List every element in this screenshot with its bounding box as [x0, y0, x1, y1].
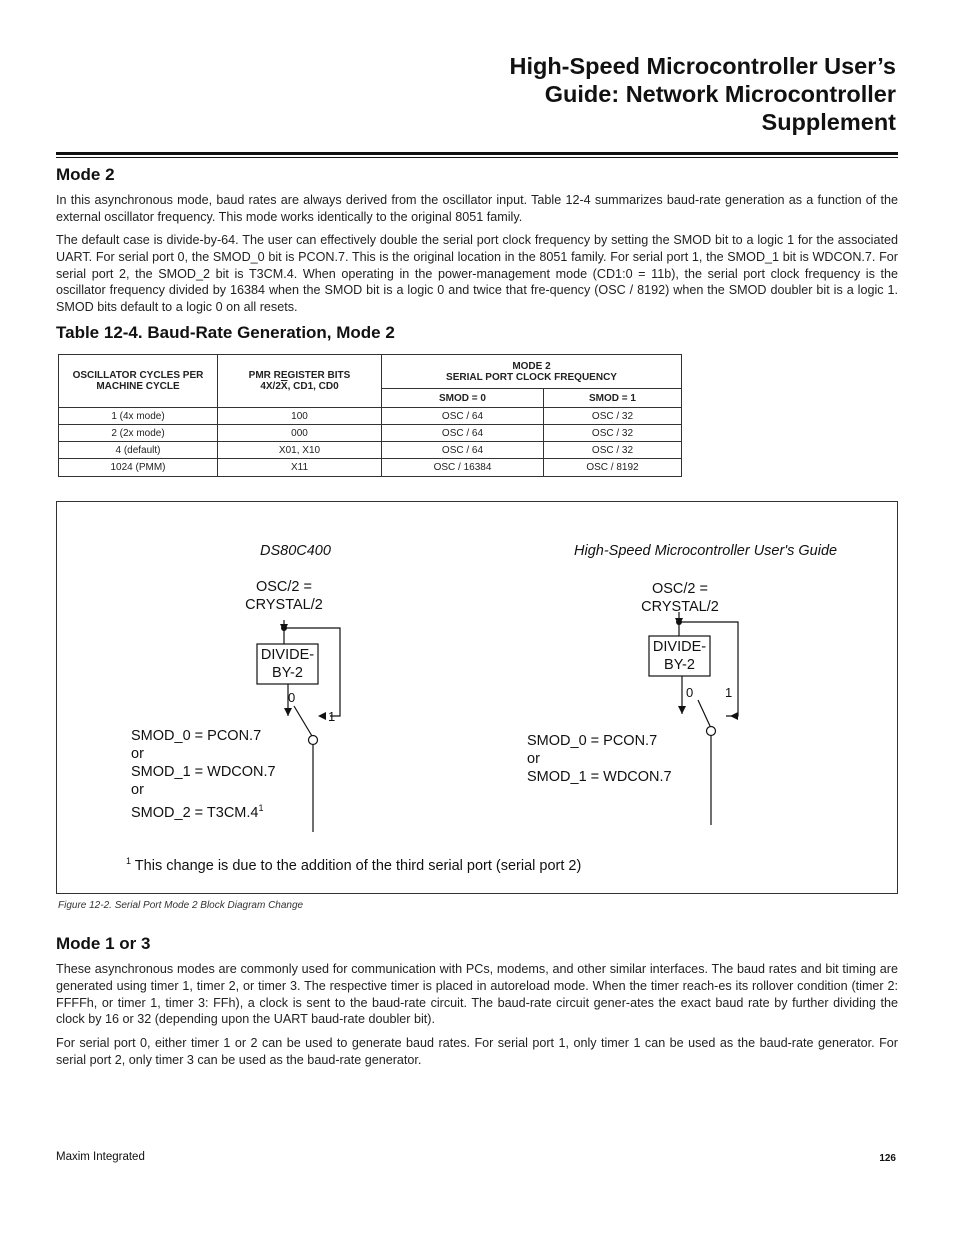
table-cell: OSC / 64	[382, 442, 544, 459]
right-switch-pivot	[707, 727, 716, 736]
right-osc-label	[638, 580, 722, 616]
mode-2-paragraph-2: The default case is divide-by-64. The user can effectively double the serial port clock frequency by setting the SMOD bit to a logic 1 for the associated UART. For serial port 0, the SMOD_0 bit is PCON.7. This is the original location in the 8051 family. For serial port 1, the SMOD_1 bit is WDCON.7. For serial port 2, the SMOD_2 bit is T3CM.4. When operating in the power-management mode (CD1:0 = 11b), the serial port clock frequency is the oscillator frequency divided by 16384 when the SMOD bit is a logic 0 and twice that fre-quency (OSC / 8192) when the SMOD doubler bit is a logic 1. SMOD bits default to a logic 0 on all resets.	[56, 233, 898, 315]
table-cell: 1 (4x mode)	[59, 408, 218, 425]
right-switch-label-1: 1	[725, 685, 733, 700]
figure-caption: Figure 12-2. Serial Port Mode 2 Block Diagram Change	[58, 900, 304, 911]
right-smod-text	[527, 732, 672, 786]
left-contact-1-arrow	[318, 712, 326, 720]
header-smod-1: SMOD = 1	[544, 389, 682, 408]
right-divide-label	[649, 638, 710, 674]
right-diagram-title: High-Speed Microcontroller User's Guide	[574, 543, 838, 559]
left-smod-line-3: SMOD_1 = WDCON.7	[131, 764, 276, 780]
mode-1-3-paragraph-1: These asynchronous modes are commonly used for communication with PCs, modems, and other similar interfaces. The baud rates and bit timing are generated using timer 1, timer 2, or timer 3. The respective timer is placed in autoreload mode. When the timer reach-es its rollover condition (timer 2: FFFFh, or timer 1, timer 3: FFh), a clock is sent to the baud-rate circuit. The baud-rate circuit gener-ates the exact baud rate by further dividing the clock by 16 or 32 (depending upon the UART baud-rate doubler bit).	[56, 962, 898, 1027]
right-smod-line-1: SMOD_0 = PCON.7	[527, 733, 658, 749]
right-divide-line-2: BY-2	[664, 657, 695, 673]
left-smod-line-2: or	[131, 746, 144, 762]
left-smod-text	[131, 727, 276, 822]
table-cell: OSC / 64	[382, 425, 544, 442]
pmr-header-post: , CD1, CD0	[287, 381, 339, 392]
left-switch-label-0: 0	[288, 690, 296, 705]
footer-company: Maxim Integrated	[56, 1151, 145, 1163]
right-switch-label-0: 0	[686, 685, 694, 700]
title-line-1: High-Speed Microcontroller User’s	[509, 53, 896, 79]
mode-2-paragraph-1: In this asynchronous mode, baud rates are always derived from the oscillator input. Table 12-4 summarizes baud-rate generation as a function of the external oscillator frequency. This mode works identically to the original 8051 family.	[56, 193, 898, 224]
left-smod-footnote-mark: 1	[258, 803, 264, 813]
section-heading-mode-2: Mode 2	[56, 165, 115, 184]
table-cell: 100	[218, 408, 382, 425]
table-cell: 000	[218, 425, 382, 442]
left-divide-label	[257, 646, 318, 682]
right-smod-line-2: or	[527, 751, 540, 767]
right-divide-line-1: DIVIDE-	[652, 639, 707, 655]
left-osc-line-1: OSC/2 =	[255, 579, 312, 595]
group-header-line-1: MODE 2	[512, 360, 551, 372]
table-caption: Table 12-4. Baud-Rate Generation, Mode 2	[56, 323, 395, 342]
left-switch-pivot	[309, 736, 318, 745]
title-line-3: Supplement	[761, 109, 896, 135]
left-smod-line-5	[131, 799, 276, 822]
left-smod-line-1: SMOD_0 = PCON.7	[131, 728, 262, 744]
table-cell: OSC / 64	[382, 408, 544, 425]
table-cell: OSC / 32	[544, 442, 682, 459]
right-osc-line-2: CRYSTAL/2	[641, 599, 719, 615]
footnote-mark: 1	[126, 856, 132, 866]
left-diagram-title: DS80C400	[260, 543, 331, 559]
pmr-header-line-1: PMR REGISTER BITS	[248, 370, 351, 381]
pmr-header-pre: 4X/2	[260, 381, 281, 392]
group-header-line-2: SERIAL PORT CLOCK FREQUENCY	[446, 371, 617, 383]
pmr-header-overline-x: $\overline{X}$	[280, 381, 288, 392]
left-contact-0-arrow	[284, 708, 292, 716]
right-osc-line-1: OSC/2 =	[651, 581, 708, 597]
figure-footnote	[126, 852, 581, 875]
mode-1-3-paragraph-2: For serial port 0, either timer 1 or 2 can be used to generate baud rates. For serial port 1, only timer 1 can be used as the baud-rate generator. For serial port 2, only timer 3 can be used as the baud-rate generator.	[56, 1036, 898, 1067]
table-cell: OSC / 16384	[382, 459, 544, 477]
left-divide-line-1: DIVIDE-	[260, 647, 315, 663]
right-contact-1-arrow	[730, 712, 738, 720]
footer-page-number: 126	[879, 1153, 896, 1164]
right-smod-line-3: SMOD_1 = WDCON.7	[527, 769, 672, 785]
table-cell: OSC / 32	[544, 408, 682, 425]
table-cell: X01, X10	[218, 442, 382, 459]
title-line-2: Guide: Network Microcontroller	[544, 81, 896, 107]
left-divide-line-2: BY-2	[272, 665, 303, 681]
left-switch-blade	[294, 706, 312, 736]
left-smod-line-4: or	[131, 782, 144, 798]
right-contact-0-arrow	[678, 706, 686, 714]
table-cell: OSC / 32	[544, 425, 682, 442]
header-oscillator-cycles: OSCILLATOR CYCLES PER MACHINE CYCLE	[59, 355, 218, 408]
table-cell: 2 (2x mode)	[59, 425, 218, 442]
left-osc-line-2: CRYSTAL/2	[245, 597, 323, 613]
right-switch-blade	[698, 700, 710, 726]
section-heading-mode-1-or-3: Mode 1 or 3	[56, 934, 151, 953]
left-smod-line-5-text: SMOD_2 = T3CM.4	[131, 804, 259, 821]
table-cell: X11	[218, 459, 382, 477]
table-cell: OSC / 8192	[544, 459, 682, 477]
table-cell: 4 (default)	[59, 442, 218, 459]
footnote-text: This change is due to the addition of the third serial port (serial port 2)	[134, 857, 582, 874]
header-smod-0: SMOD = 0	[382, 389, 544, 408]
left-osc-label	[242, 578, 326, 614]
left-switch-label-1: 1	[328, 709, 336, 724]
table-cell: 1024 (PMM)	[59, 459, 218, 477]
